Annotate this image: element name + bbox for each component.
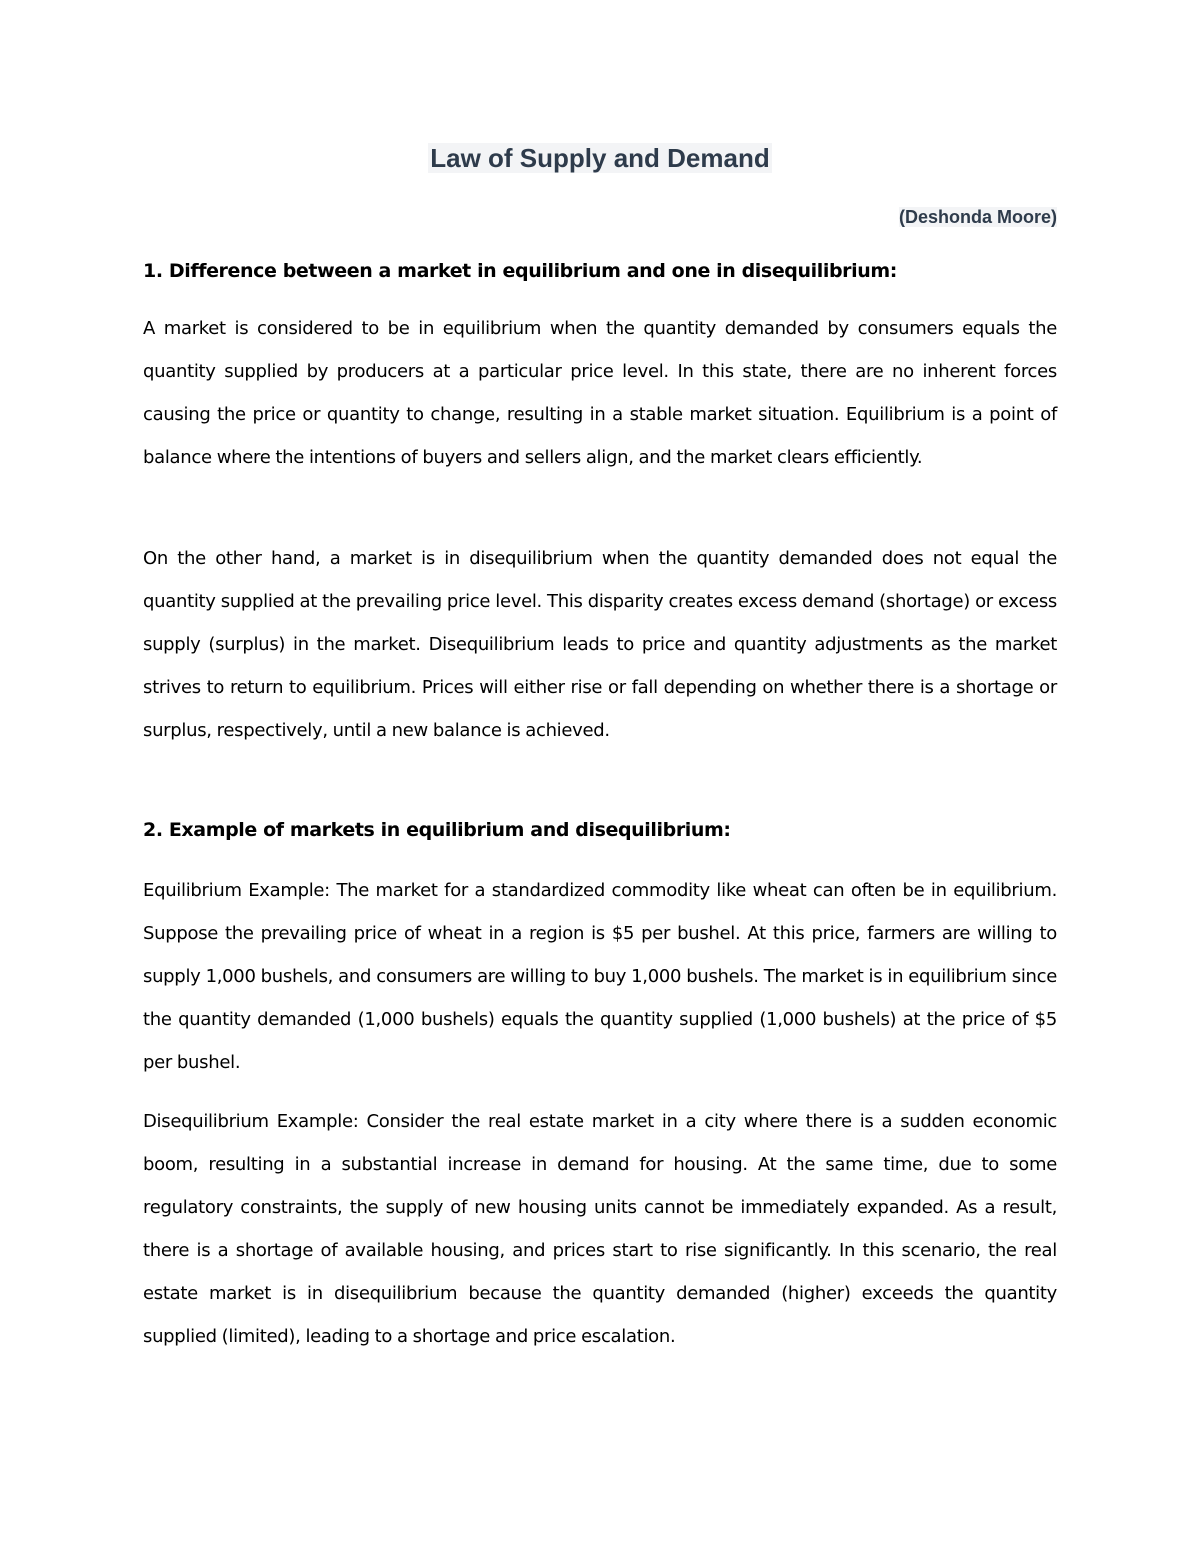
author-text: (Deshonda Moore)	[898, 207, 1057, 227]
section-2-paragraph-2: Disequilibrium Example: Consider the real estate market in a city where there is a sudden economic boom, resulting in a substantial increase in demand for housing. At the same time, due to some regulatory constraints, the supply of new housing units cannot be immediately expanded. As a result, there is a shortage of available housing, and prices start to rise significantly. In this scenario, the real estate market is in disequilibrium because the quantity demanded (higher) exceeds the quantity supplied (limited), leading to a shortage and price escalation.	[143, 1111, 1057, 1348]
title-text: Law of Supply and Demand	[430, 143, 770, 173]
author-name	[899, 203, 1057, 231]
section-1-heading: 1. Difference between a market in equilibrium and one in disequilibrium:	[143, 260, 897, 282]
document-title	[0, 140, 1200, 176]
section-1-paragraph-1: A market is considered to be in equilibrium when the quantity demanded by consumers equals the quantity supplied by producers at a particular price level. In this state, there are no inherent forces causing the price or quantity to change, resulting in a stable market situation. Equilibrium is a point of balance where the intentions of buyers and sellers align, and the market clears efficiently.	[143, 318, 1057, 469]
section-2-heading: 2. Example of markets in equilibrium and disequilibrium:	[143, 819, 731, 841]
section-2-paragraph-1: Equilibrium Example: The market for a standardized commodity like wheat can often be in equilibrium. Suppose the prevailing price of wheat in a region is $5 per bushel. At this price, farmers are willing to supply 1,000 bushels, and consumers are willing to buy 1,000 bushels. The market is in equilibrium since the quantity demanded (1,000 bushels) equals the quantity supplied (1,000 bushels) at the price of $5 per bushel.	[143, 880, 1057, 1074]
section-1-paragraph-2: On the other hand, a market is in disequilibrium when the quantity demanded does not equal the quantity supplied at the prevailing price level. This disparity creates excess demand (shortage) or excess supply (surplus) in the market. Disequilibrium leads to price and quantity adjustments as the market strives to return to equilibrium. Prices will either rise or fall depending on whether there is a shortage or surplus, respectively, until a new balance is achieved.	[143, 548, 1057, 742]
